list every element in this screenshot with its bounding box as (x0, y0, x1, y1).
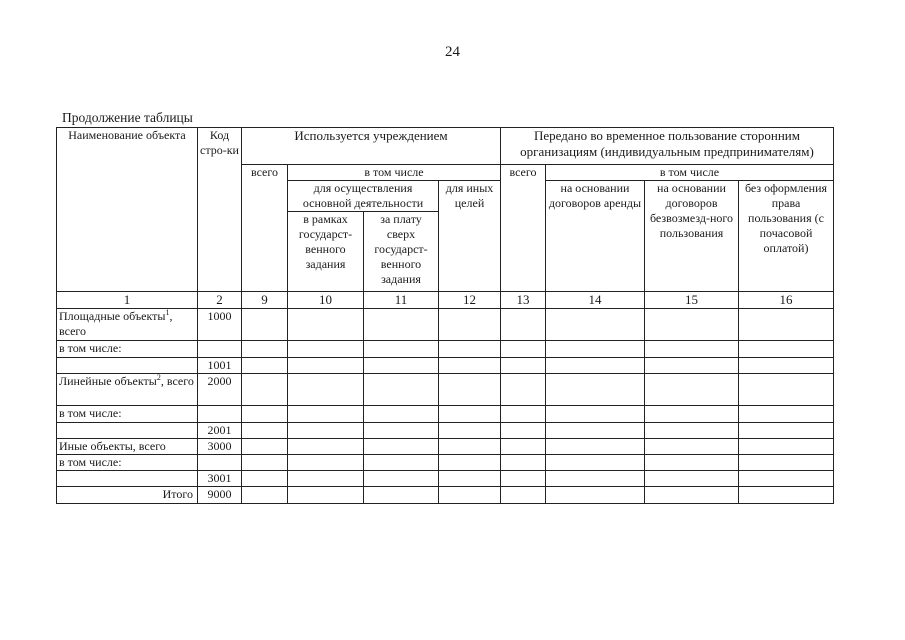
column-number: 11 (364, 292, 439, 309)
table-row (57, 358, 834, 374)
row-label: Линейные объекты$^2$, всего (57, 374, 198, 406)
table-row-total (57, 487, 834, 504)
header-transferred-including: в том числе (546, 165, 834, 181)
header-other-purposes: для иных целей (439, 181, 501, 292)
table-row (57, 455, 834, 471)
row-code: 3000 (198, 439, 242, 455)
header-state-task: в рамках государст-венного задания (288, 212, 364, 292)
data-table (56, 127, 834, 504)
page-number: 24 (445, 44, 460, 60)
row-code: 2001 (198, 423, 242, 439)
table-row (57, 471, 834, 487)
row-label: Площадные объекты$^1$, всего (57, 309, 198, 341)
column-number: 16 (739, 292, 834, 309)
row-label: в том числе: (57, 406, 198, 423)
header-name: Наименование объекта (57, 128, 198, 292)
table-row (57, 423, 834, 439)
table-row (57, 439, 834, 455)
row-code: 1000 (198, 309, 242, 341)
row-code: 1001 (198, 358, 242, 374)
total-label: Итого (57, 487, 198, 504)
row-code: 2000 (198, 374, 242, 406)
header-lease: на основании договоров аренды (546, 181, 645, 292)
header-used: Используется учреждением (242, 128, 501, 165)
table-row (57, 406, 834, 423)
header-transferred-total: всего (501, 165, 546, 292)
header-for-fee: за плату сверх государст-венного задания (364, 212, 439, 292)
table-row (57, 374, 834, 406)
row-label: Иные объекты, всего (57, 439, 198, 455)
table-row (57, 341, 834, 358)
column-number: 10 (288, 292, 364, 309)
column-number: 1 (57, 292, 198, 309)
header-code: Код стро-ки (198, 128, 242, 292)
header-free-use: на основании договоров безвозмезд-ного пользования (645, 181, 739, 292)
table-caption: Продолжение таблицы (62, 110, 193, 125)
column-number: 2 (198, 292, 242, 309)
table-row (57, 309, 834, 341)
row-label: в том числе: (57, 455, 198, 471)
column-number: 14 (546, 292, 645, 309)
row-code: 3001 (198, 471, 242, 487)
column-number: 15 (645, 292, 739, 309)
header-used-including: в том числе (288, 165, 501, 181)
row-label: в том числе: (57, 341, 198, 358)
column-number: 13 (501, 292, 546, 309)
header-used-total: всего (242, 165, 288, 292)
row-code: 9000 (198, 487, 242, 504)
column-numbers-row (57, 292, 834, 309)
header-main-activity: для осуществления основной деятельности (288, 181, 439, 212)
column-number: 12 (439, 292, 501, 309)
header-no-rights: без оформления права пользования (с почасовой оплатой) (739, 181, 834, 292)
column-number: 9 (242, 292, 288, 309)
header-transferred: Передано во временное пользование сторонним организациям (индивидуальным предпринимателям) (501, 128, 834, 165)
